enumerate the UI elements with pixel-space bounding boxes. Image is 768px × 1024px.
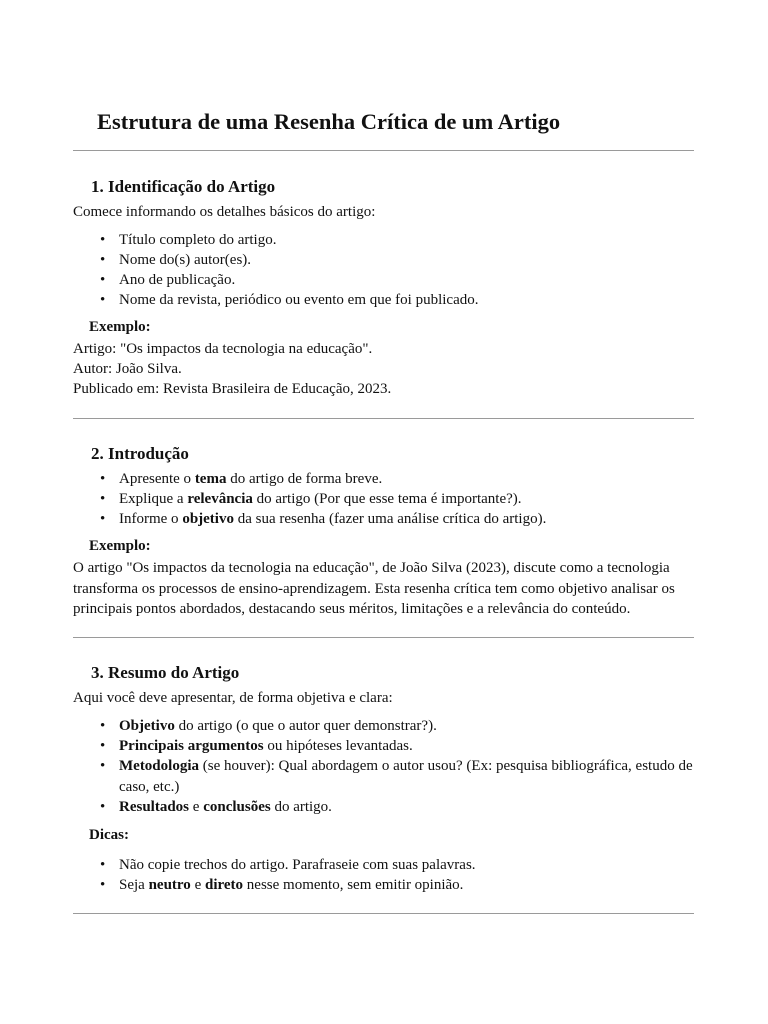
section-intro: Aqui você deve apresentar, de forma objetiva e clara:	[73, 690, 393, 706]
example-line: Autor: João Silva.	[73, 361, 182, 377]
list-item: • Principais argumentos ou hipóteses levantadas.	[73, 736, 694, 756]
list-item: • Seja neutro e direto nesse momento, sem emitir opinião.	[73, 875, 694, 895]
bullet-list-introducao	[73, 469, 694, 529]
list-item: • Não copie trechos do artigo. Parafraseie com suas palavras.	[73, 855, 694, 875]
bullet-list-identificacao	[73, 230, 694, 310]
page-title: Estrutura de uma Resenha Crítica de um Artigo	[97, 109, 561, 134]
tips-list	[73, 855, 694, 895]
section-divider	[73, 150, 694, 151]
list-item: • Explique a relevância do artigo (Por que esse tema é importante?).	[73, 489, 694, 509]
tips-label: Dicas:	[89, 827, 129, 843]
section-heading-introducao: 2. Introdução	[91, 444, 189, 463]
list-item: • Informe o objetivo da sua resenha (fazer uma análise crítica do artigo).	[73, 509, 694, 529]
section-divider	[73, 913, 694, 914]
list-item: • Objetivo do artigo (o que o autor quer demonstrar?).	[73, 716, 694, 736]
example-line: Publicado em: Revista Brasileira de Educação, 2023.	[73, 381, 392, 397]
list-item: • Nome da revista, periódico ou evento em que foi publicado.	[73, 290, 694, 310]
section-divider	[73, 637, 694, 638]
list-item: • Nome do(s) autor(es).	[73, 250, 694, 270]
example-line: Artigo: "Os impactos da tecnologia na educação".	[73, 341, 373, 357]
example-label: Exemplo:	[89, 538, 151, 554]
list-item: • Ano de publicação.	[73, 270, 694, 290]
list-item: • Apresente o tema do artigo de forma breve.	[73, 469, 694, 489]
list-item: • Metodologia (se houver): Qual abordagem o autor usou? (Ex: pesquisa bibliográfica, estudo de caso, etc.)	[73, 756, 694, 796]
section-heading-identificacao: 1. Identificação do Artigo	[91, 177, 276, 196]
bullet-list-resumo	[73, 716, 694, 817]
section-divider	[73, 418, 694, 419]
section-heading-resumo: 3. Resumo do Artigo	[91, 663, 240, 682]
example-label: Exemplo:	[89, 319, 151, 335]
example-paragraph: O artigo "Os impactos da tecnologia na educação", de João Silva (2023), discute como a tecnologia transforma os processos de ensino-aprendizagem. Esta resenha crítica tem como objetivo analisar os principais pontos abordados, destacando seus méritos, limitações e a relevância do conteúdo.	[73, 560, 675, 617]
list-item: • Resultados e conclusões do artigo.	[73, 797, 694, 817]
section-intro: Comece informando os detalhes básicos do artigo:	[73, 204, 376, 220]
list-item: • Título completo do artigo.	[73, 230, 694, 250]
